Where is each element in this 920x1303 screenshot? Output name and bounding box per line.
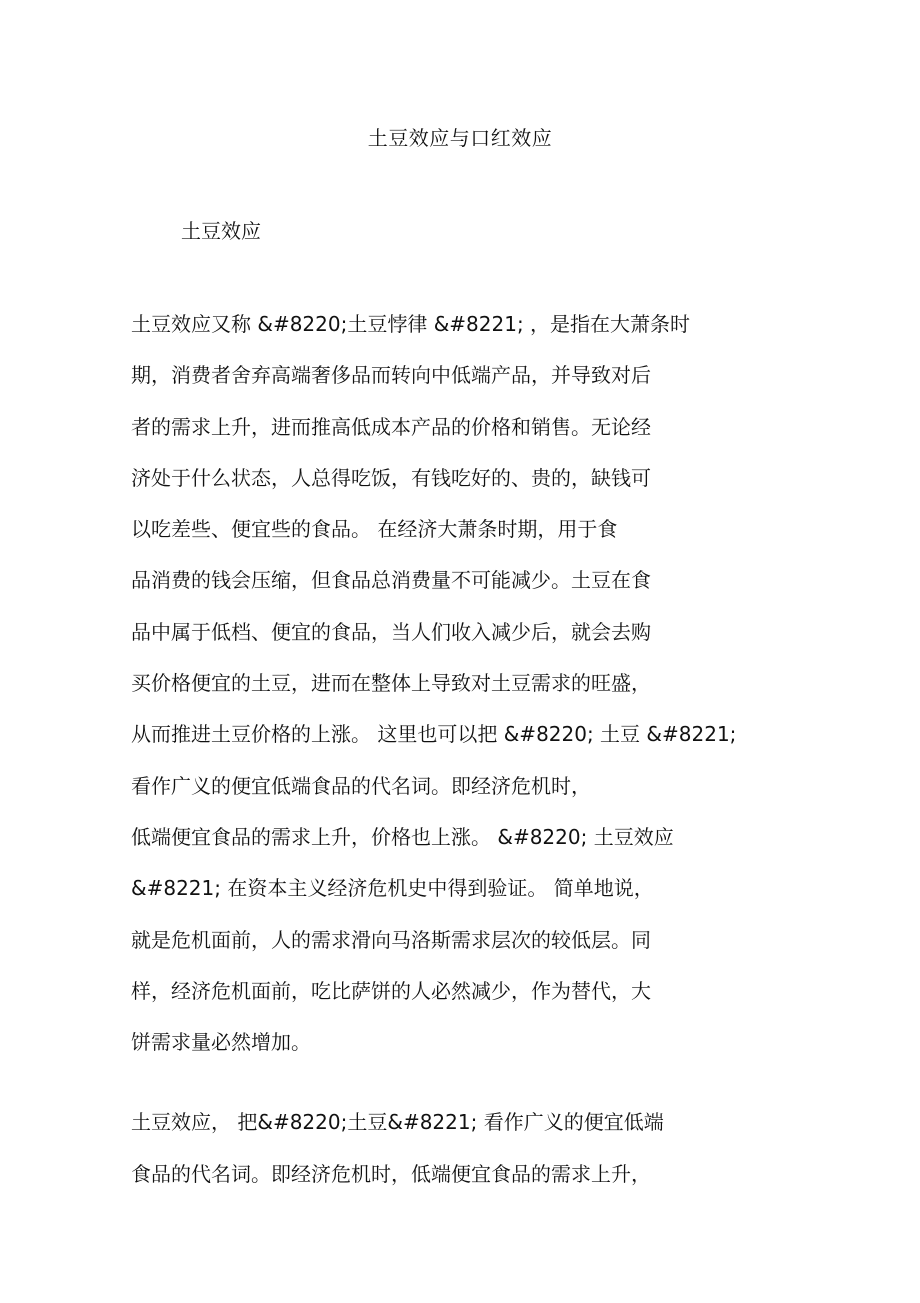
paragraph-line: &#8221; 在资本主义经济危机史中得到验证。 简单地说， xyxy=(131,876,654,901)
document-title: 土豆效应与口红效应 xyxy=(367,126,553,150)
paragraph-line: 从而推进土豆价格的上涨。 这里也可以把 &#8220; 土豆 &#8221; xyxy=(131,722,737,747)
paragraph-line: 土豆效应， 把&#8220;土豆&#8221; 看作广义的便宜低端 xyxy=(131,1110,664,1134)
paragraph-line: 期，消费者舍弃高端奢侈品而转向中低端产品，并导致对后 xyxy=(131,363,651,388)
paragraph-line: 品中属于低档、便宜的食品，当人们收入减少后，就会去购 xyxy=(131,619,651,644)
paragraph-line: 品消费的钱会压缩，但食品总消费量不可能减少。土豆在食 xyxy=(131,568,651,593)
paragraph-line: 样，经济危机面前，吃比萨饼的人必然减少，作为替代，大 xyxy=(131,978,651,1003)
paragraph-2 xyxy=(131,1108,771,1188)
paragraph-line: 就是危机面前，人的需求滑向马洛斯需求层次的较低层。同 xyxy=(131,927,651,952)
paragraph-line: 者的需求上升，进而推高低成本产品的价格和销售。无论经 xyxy=(131,414,651,439)
paragraph-line: 低端便宜食品的需求上升，价格也上涨。 &#8220; 土豆效应 xyxy=(131,824,674,849)
paragraph-line: 看作广义的便宜低端食品的代名词。即经济危机时， xyxy=(131,773,591,798)
paragraph-line: 土豆效应又称 &#8220;土豆悖律 &#8221; ，是指在大萧条时 xyxy=(131,312,691,336)
paragraph-line: 饼需求量必然增加。 xyxy=(131,1030,311,1055)
paragraph-line: 买价格便宜的土豆，进而在整体上导致对土豆需求的旺盛， xyxy=(131,671,651,696)
paragraph-1 xyxy=(131,310,771,1056)
paragraph-line: 食品的代名词。即经济危机时，低端便宜食品的需求上升， xyxy=(131,1162,651,1186)
paragraph-line: 以吃差些、便宜些的食品。 在经济大萧条时期，用于食 xyxy=(131,517,618,542)
paragraph-line: 济处于什么状态，人总得吃饭，有钱吃好的、贵的，缺钱可 xyxy=(131,465,651,490)
section-heading: 土豆效应 xyxy=(181,219,261,243)
